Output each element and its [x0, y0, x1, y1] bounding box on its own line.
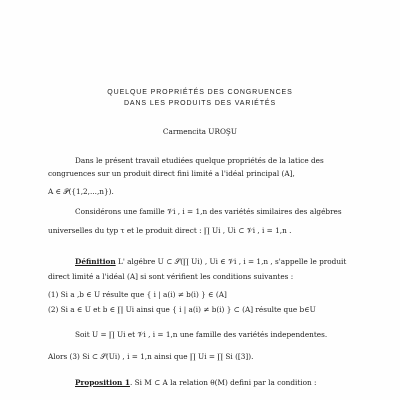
definition-text: L' algébre U ⊂ 𝒮(∏ Ui) , Ui ∈ 𝒱i , i = 1,n , s'appelle le produit	[118, 257, 347, 266]
paper-title-line-1: QUELQUE PROPRIÉTÉS DES CONGRUENCES	[107, 89, 293, 96]
paragraph-intro-line-3: A ∈ 𝒫({1,2,...,n}).	[48, 187, 114, 196]
proposition-text: Si M ⊂ A la relation θ(M) defini par la condition :	[134, 378, 317, 387]
proposition-line: Proposition 1. Si M ⊂ A la relation θ(M) defini par la condition :	[75, 378, 317, 387]
paragraph-alors: Alors (3) Si ⊂ 𝒮(Ui) , i = 1,n ainsi que ∏ Ui = ∏ Si ([3]).	[48, 352, 254, 361]
condition-2: (2) Si a ∈ U et b ∈ ∏ Ui ainsi que { i | a(i) ≠ b(i) } ⊂ (A] résulte que b∈U	[48, 305, 316, 314]
paper-title-line-2: DANS LES PRODUITS DES VARIÉTÉS	[123, 100, 277, 107]
paragraph-intro-line-2: congruences sur un produit direct fini limité a l'idéal principal (A],	[48, 169, 295, 178]
definition-label: Définition	[75, 257, 116, 266]
condition-1: (1) Si a ,b ∈ U résulte que { i | a(i) ≠ b(i) } ∈ (A]	[48, 290, 227, 299]
definition-line-2: direct limité a l'idéal (A] si sont vérifient les conditions suivantes :	[48, 272, 294, 281]
definition-line-1	[75, 257, 346, 266]
paragraph-intro-line-1: Dans le présent travail etudiées quelque propriétés de la latice des	[75, 156, 324, 165]
author: Carmencita UROŞU	[162, 127, 238, 136]
proposition-label: Proposition 1	[75, 378, 130, 387]
paragraph-consider-line-2: universelles du typ τ et le produit direct : ∏ Ui , Ui ⊂ 𝒱i , i = 1,n .	[48, 226, 292, 235]
paragraph-consider-line-1: Considérons une famille 𝒱i , i = 1,n des variétés similaires des algébres	[75, 207, 342, 216]
paragraph-soit: Soit U = ∏ Ui et 𝒱i , i = 1,n une famille des variétés independentes.	[75, 330, 328, 339]
